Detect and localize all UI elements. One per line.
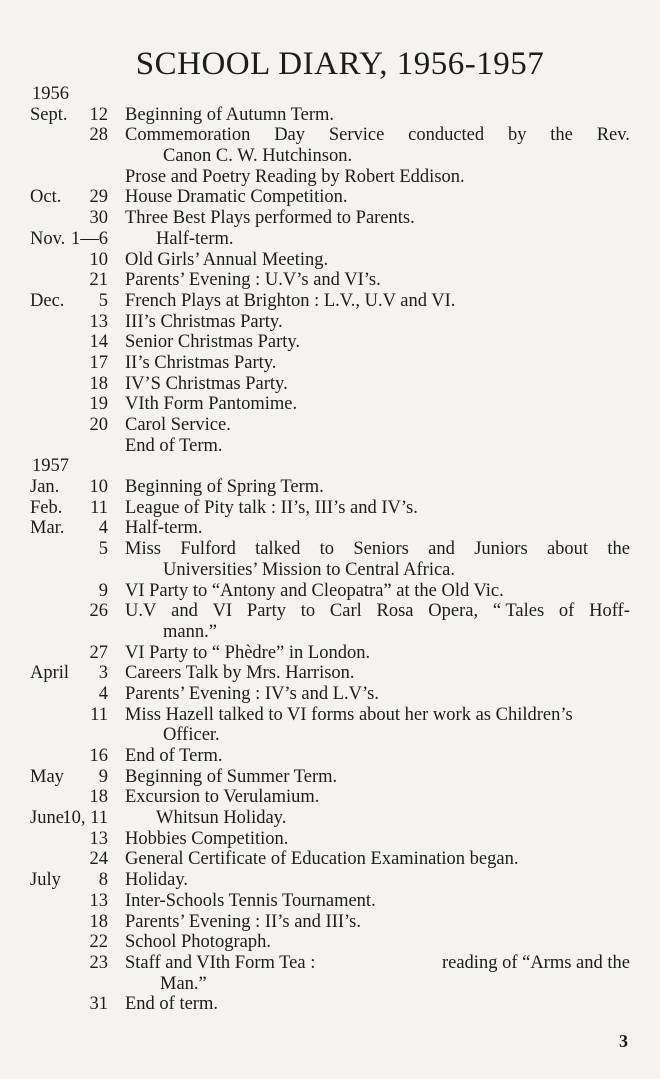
day-label: 17	[89, 352, 108, 373]
diary-line	[0, 250, 660, 271]
day-label: 26	[89, 601, 108, 622]
diary-line	[0, 498, 660, 519]
diary-line	[0, 353, 660, 374]
diary-line	[0, 229, 660, 250]
day-label: 12	[89, 104, 108, 125]
event-text: Half-term.	[125, 518, 203, 539]
year-heading: 1956	[32, 84, 69, 104]
diary-line	[0, 663, 660, 684]
day-label: 11	[90, 497, 108, 518]
day-label: 19	[89, 394, 108, 415]
diary-line	[0, 643, 660, 664]
event-text: League of Pity talk : II’s, III’s and IV’s.	[125, 497, 418, 518]
event-text: U.V and VI Party to Carl Rosa Opera, “ Tales of Hoff-	[125, 601, 630, 622]
diary-line	[0, 912, 660, 933]
month-label: May	[30, 766, 64, 787]
day-label: 22	[89, 932, 108, 953]
event-text: Old Girls’ Annual Meeting.	[125, 249, 329, 270]
day-label: 5	[98, 539, 108, 560]
diary-line	[0, 725, 660, 746]
event-text: Staff and VIth Form Tea : reading of “Arms and the	[125, 952, 630, 973]
diary-line	[0, 767, 660, 788]
event-text: Senior Christmas Party.	[125, 332, 301, 353]
day-label: 18	[89, 787, 108, 808]
event-text: VI Party to “ Phèdre” in London.	[125, 642, 371, 663]
day-label: 30	[89, 208, 108, 229]
event-text: Hobbies Competition.	[125, 828, 289, 849]
event-text-continuation: mann.”	[163, 621, 217, 642]
year-heading: 1957	[32, 456, 69, 477]
diary-line	[0, 684, 660, 705]
event-text: II’s Christmas Party.	[125, 352, 277, 373]
diary-line	[0, 808, 660, 829]
event-text: Holiday.	[125, 870, 189, 891]
event-text: School Photograph.	[125, 932, 271, 953]
event-text: Beginning of Summer Term.	[125, 766, 338, 787]
day-label: 3	[98, 663, 108, 684]
event-text: Beginning of Autumn Term.	[125, 104, 335, 125]
event-text: Parents’ Evening : II’s and III’s.	[125, 911, 361, 932]
month-label: Oct.	[30, 187, 62, 208]
diary-line	[0, 374, 660, 395]
day-label: 10, 11	[62, 808, 108, 829]
event-text: VI Party to “Antony and Cleopatra” at the Old Vic.	[125, 580, 504, 601]
diary-line	[0, 622, 660, 643]
diary-line	[0, 932, 660, 953]
day-label: 16	[89, 746, 108, 766]
day-label: 13	[89, 828, 108, 849]
month-label: June	[30, 808, 64, 829]
event-text: Whitsun Holiday.	[156, 808, 287, 829]
diary-line	[0, 477, 660, 498]
day-label: 29	[89, 187, 108, 208]
event-text: Parents’ Evening : IV’s and L.V’s.	[125, 683, 379, 704]
day-label: 20	[89, 415, 108, 435]
day-label: 1—6	[71, 228, 108, 249]
diary-line	[0, 270, 660, 291]
day-label: 13	[89, 890, 108, 911]
diary-line	[0, 415, 660, 436]
diary-line	[0, 829, 660, 850]
diary-line	[0, 705, 660, 726]
month-label: Mar.	[30, 518, 65, 539]
diary-line	[0, 974, 660, 995]
diary-line	[0, 518, 660, 539]
diary-line	[0, 208, 660, 229]
page-number: 3	[619, 1031, 628, 1051]
diary-line	[0, 870, 660, 891]
event-text: Inter-Schools Tennis Tournament.	[125, 890, 376, 911]
diary-list	[0, 84, 660, 1015]
event-text: Carol Service.	[125, 415, 231, 435]
event-text: Careers Talk by Mrs. Harrison.	[125, 663, 355, 684]
day-label: 24	[89, 849, 108, 870]
diary-line	[0, 187, 660, 208]
diary-line	[0, 953, 660, 974]
month-label: July	[30, 870, 61, 891]
diary-line	[0, 891, 660, 912]
day-label: 27	[89, 642, 108, 663]
event-text: III’s Christmas Party.	[125, 311, 283, 332]
event-text: French Plays at Brighton : L.V., U.V and VI.	[125, 290, 456, 311]
event-text: End of Term.	[125, 746, 223, 766]
day-label: 31	[89, 994, 108, 1015]
event-text: Miss Hazell talked to VI forms about her work as Children’s	[125, 704, 573, 725]
event-text-continuation: Man.”	[160, 973, 207, 994]
diary-line	[0, 436, 660, 457]
event-text: IV’S Christmas Party.	[125, 373, 288, 394]
day-label: 21	[89, 270, 108, 291]
diary-line	[0, 787, 660, 808]
diary-line	[0, 125, 660, 146]
day-label: 4	[98, 683, 108, 704]
event-text: House Dramatic Competition.	[125, 187, 348, 208]
diary-line	[0, 84, 660, 105]
diary-line	[0, 291, 660, 312]
event-text-continuation: Officer.	[163, 725, 220, 746]
month-label: Dec.	[30, 290, 65, 311]
diary-line	[0, 601, 660, 622]
day-label: 9	[98, 580, 108, 601]
day-label: 14	[89, 332, 108, 353]
month-label: Nov.	[30, 228, 66, 249]
diary-line	[0, 167, 660, 188]
event-text: Three Best Plays performed to Parents.	[125, 208, 415, 229]
day-label: 10	[89, 249, 108, 270]
event-text: End of Term.	[125, 435, 223, 456]
diary-line	[0, 560, 660, 581]
diary-line	[0, 849, 660, 870]
month-label: April	[30, 663, 70, 684]
diary-line	[0, 581, 660, 602]
month-label: Jan.	[30, 477, 60, 498]
event-text: Excursion to Verulamium.	[125, 787, 320, 808]
event-text: Beginning of Spring Term.	[125, 477, 324, 498]
day-label: 13	[89, 311, 108, 332]
diary-line	[0, 394, 660, 415]
diary-line	[0, 312, 660, 333]
day-label: 11	[90, 704, 108, 725]
event-text: General Certificate of Education Examination began.	[125, 849, 519, 870]
diary-line	[0, 332, 660, 353]
event-text: Commemoration Day Service conducted by the Rev.	[125, 125, 630, 146]
day-label: 4	[98, 518, 108, 539]
month-label: Sept.	[30, 104, 68, 125]
event-text-continuation: Canon C. W. Hutchinson.	[163, 146, 353, 167]
month-label: Feb.	[30, 497, 63, 518]
day-label: 18	[89, 911, 108, 932]
diary-line	[0, 539, 660, 560]
event-text: Prose and Poetry Reading by Robert Eddison.	[125, 166, 465, 187]
diary-line	[0, 746, 660, 767]
event-text: Miss Fulford talked to Seniors and Juniors about the	[125, 539, 630, 560]
diary-line	[0, 456, 660, 477]
day-label: 9	[98, 766, 108, 787]
diary-line	[0, 105, 660, 126]
event-text: VIth Form Pantomime.	[125, 394, 298, 415]
event-text-continuation: Universities’ Mission to Central Africa.	[163, 559, 456, 580]
day-label: 5	[98, 290, 108, 311]
page-title: SCHOOL DIARY, 1956-1957	[135, 46, 545, 82]
event-text: Parents’ Evening : U.V’s and VI’s.	[125, 270, 381, 291]
day-label: 18	[89, 373, 108, 394]
event-text: End of term.	[125, 994, 218, 1015]
day-label: 28	[89, 125, 108, 146]
diary-line	[0, 146, 660, 167]
diary-line	[0, 994, 660, 1015]
day-label: 8	[98, 870, 108, 891]
day-label: 10	[89, 477, 108, 498]
day-label: 23	[89, 952, 108, 973]
event-text: Half-term.	[156, 228, 234, 249]
